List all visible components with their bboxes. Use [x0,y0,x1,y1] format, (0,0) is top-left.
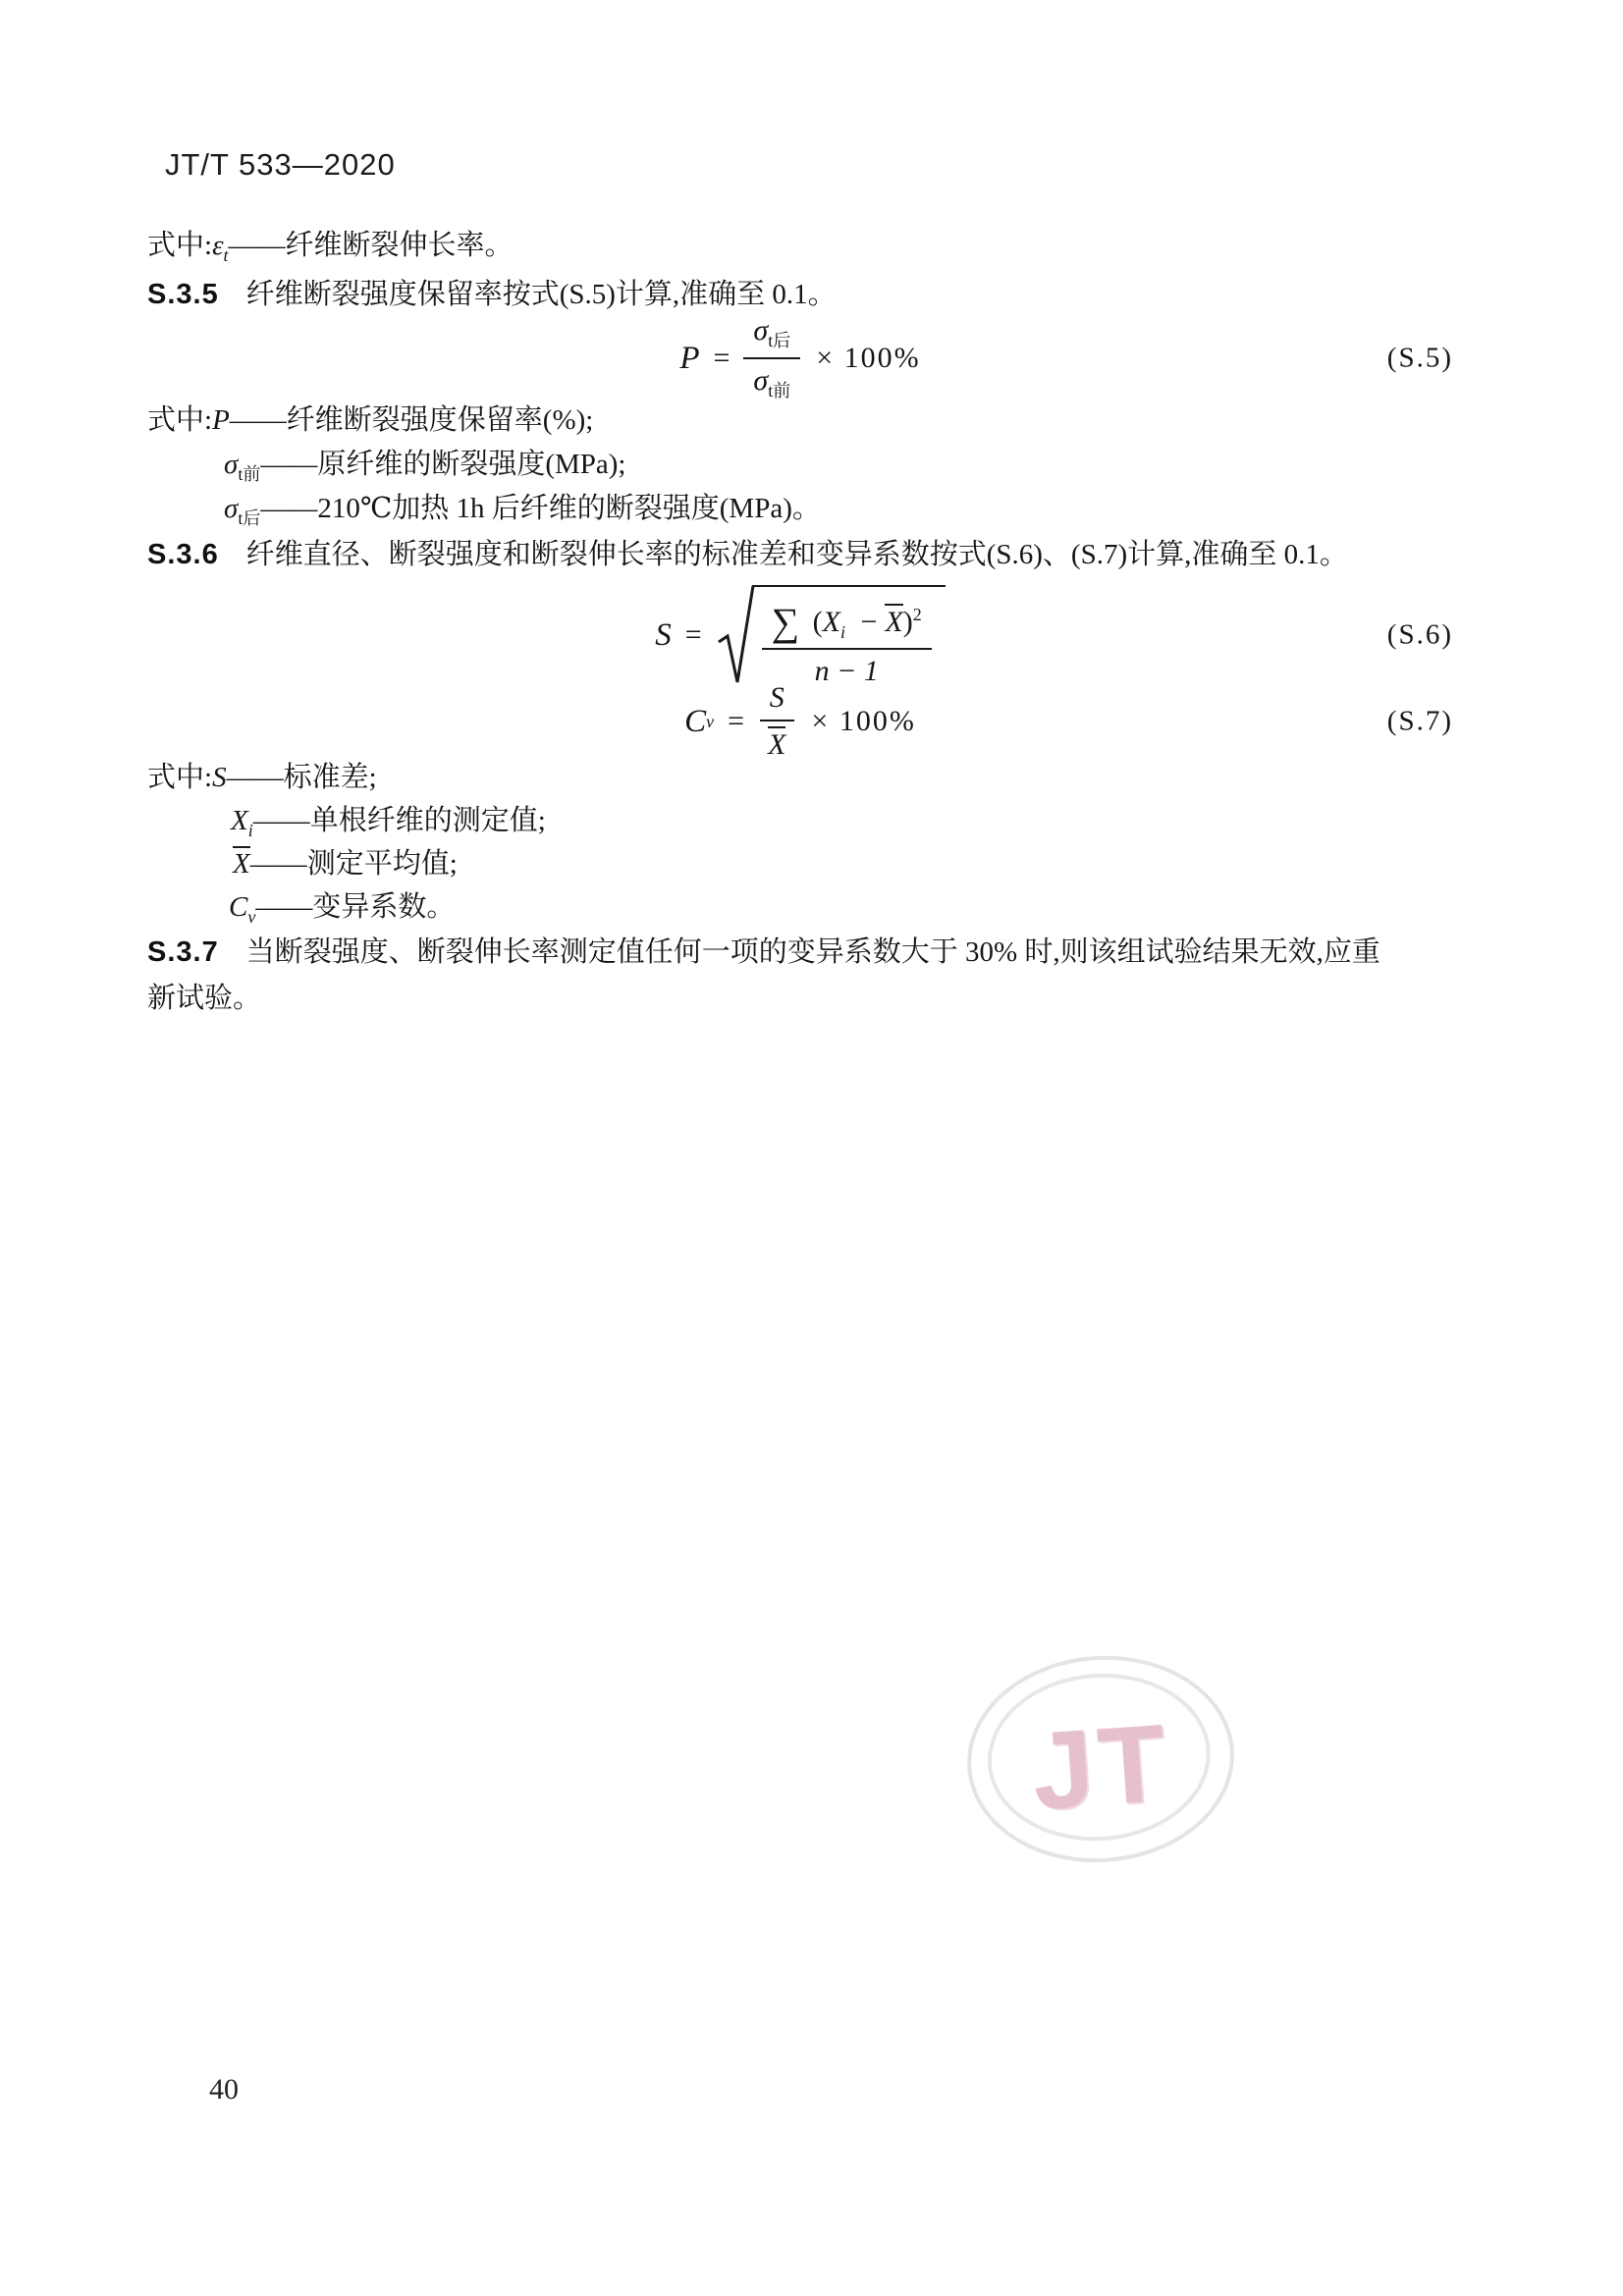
section-s36 [147,535,1348,574]
square-root [716,583,946,688]
formula-s7-lhs: C [684,703,707,739]
s-description: 标准差; [283,762,377,793]
cv-subscript: v [706,711,715,731]
def-dash: —— [229,404,287,436]
sigma-before-subscript: t前 [768,381,791,400]
xi-symbol: X [822,605,840,638]
section-s35 [147,275,837,314]
formula-s5-lhs: P [679,340,700,376]
formula-s6 [147,581,1453,689]
def-xi-line [231,801,546,850]
def-dash: —— [260,493,318,524]
xi-subscript: i [840,621,846,642]
epsilon-description: 纤维断裂伸长率。 [285,230,514,261]
equals-sign: = [684,618,702,651]
epsilon-symbol: ε [212,230,224,261]
def-dash: —— [249,848,307,880]
times-100-percent: × 100% [811,705,916,737]
sigma-before-description: 原纤维的断裂强度(MPa); [317,449,626,480]
def-sigma-after-line [224,489,821,538]
formula-s5-fraction [743,314,800,402]
def-xbar-line [233,844,458,883]
equation-label-s7: (S.7) [1386,705,1453,737]
formula-s7 [147,679,1453,764]
def-dash: —— [252,805,310,836]
cv-symbol: C [229,891,248,923]
equals-sign: = [713,342,730,374]
formula-s6-fraction [762,595,932,688]
where-lead: 式中: [147,230,213,261]
xbar-symbol: X [768,728,786,761]
xi-subscript: i [247,820,253,840]
sigma-after-subscript: t后 [238,507,261,528]
sigma-symbol: σ [224,449,239,480]
radical-sign-icon [716,583,755,687]
where-lead: 式中: [147,404,213,436]
section-text-s36: 纤维直径、断裂强度和断裂伸长率的标准差和变异系数按式(S.6)、(S.7)计算,准确至 0.1。 [245,539,1348,570]
where-lead: 式中: [147,762,213,793]
equation-label-s5: (S.5) [1386,342,1453,374]
p-description: 纤维断裂强度保留率(%); [286,404,594,436]
section-number-s37: S.3.7 [147,936,219,968]
doc-number-header: JT/T 533—2020 [165,147,396,182]
radicand [752,585,946,688]
sigma-symbol: σ [224,493,239,524]
sigma-after-subscript: t后 [768,331,791,350]
minus-sign: − [860,605,878,638]
def-dash: —— [255,891,313,923]
epsilon-subscript: t [223,244,229,265]
formula-s7-fraction [758,681,795,762]
xi-symbol: X [231,805,248,836]
equation-label-s6: (S.6) [1386,618,1453,651]
section-s37-line2 [147,979,261,1018]
def-cv-line [229,887,455,936]
section-number-s36: S.3.6 [147,539,219,570]
section-number-s35: S.3.5 [147,279,219,310]
close-paren: ) [902,605,913,638]
xbar-symbol: X [233,848,250,880]
watermark-jt-text: JT [1028,1701,1175,1834]
sigma-after-symbol: σ [753,314,769,347]
page-number: 40 [209,2073,239,2106]
formula-s6-lhs: S [655,616,672,653]
cv-description: 变异系数。 [312,891,456,923]
s-symbol: S [212,762,227,793]
p-symbol: P [212,404,230,436]
cv-subscript: v [247,906,256,927]
where-p-line [147,400,593,440]
square-exponent: 2 [912,604,922,624]
section-text-s35: 纤维断裂强度保留率按式(S.5)计算,准确至 0.1。 [245,279,837,310]
def-sigma-before-line [224,445,626,494]
formula-s5 [147,312,1453,404]
xbar-description: 测定平均值; [306,848,458,880]
where-epsilon-line [147,226,514,275]
xbar-symbol: X [885,605,903,638]
section-text-s37-line1: 当断裂强度、断裂伸长率测定值任何一项的变异系数大于 30% 时,则该组试验结果无效,应重 [245,936,1380,968]
s-symbol: S [769,681,784,714]
equals-sign: = [728,705,745,737]
sigma-after-description: 210℃加热 1h 后纤维的断裂强度(MPa)。 [317,493,821,524]
summation-symbol: ∑ [771,599,800,644]
section-text-s37-line2: 新试验。 [147,983,262,1014]
open-paren: ( [812,605,823,638]
def-dash: —— [228,230,286,261]
xi-description: 单根纤维的测定值; [309,805,546,836]
times-100-percent: × 100% [816,342,921,374]
where-s-line [147,758,377,797]
def-dash: —— [260,449,318,480]
jt-watermark-logo [960,1647,1241,1871]
sigma-before-subscript: t前 [238,463,261,484]
n-minus-1: n − 1 [814,654,879,687]
def-dash: —— [226,762,284,793]
sigma-before-symbol: σ [753,364,769,397]
section-s37-line1 [147,933,1380,972]
